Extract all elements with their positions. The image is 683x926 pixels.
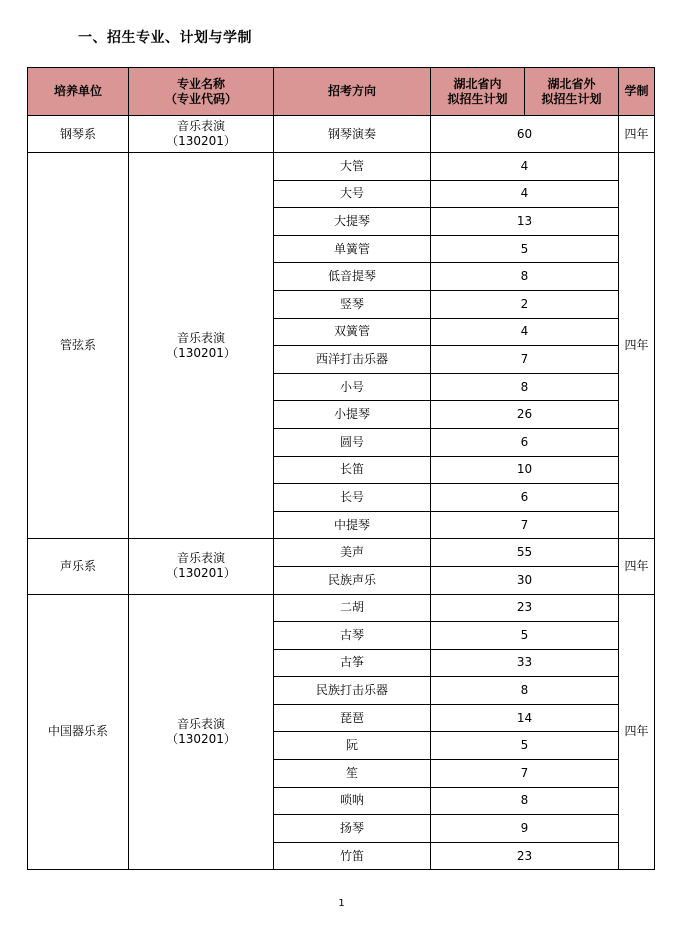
header-duration: 学制 <box>619 68 655 116</box>
cell-direction: 民族声乐 <box>274 566 431 594</box>
major-code: （130201） <box>166 134 236 148</box>
cell-direction: 小提琴 <box>274 401 431 429</box>
cell-duration: 四年 <box>619 116 655 153</box>
cell-direction: 琵琶 <box>274 704 431 732</box>
table-body <box>28 116 655 870</box>
cell-plan: 55 <box>431 539 619 567</box>
cell-direction: 笙 <box>274 760 431 788</box>
cell-direction: 大号 <box>274 180 431 208</box>
cell-plan: 14 <box>431 704 619 732</box>
cell-duration: 四年 <box>619 539 655 594</box>
major-name: 音乐表演 <box>176 330 225 345</box>
major-name: 音乐表演 <box>176 551 225 566</box>
cell-direction: 中提琴 <box>274 511 431 539</box>
table-row <box>28 539 655 567</box>
major-name: 音乐表演 <box>176 119 225 133</box>
major-code: （130201） <box>166 566 236 581</box>
cell-plan: 5 <box>431 732 619 760</box>
cell-plan: 5 <box>431 622 619 650</box>
cell-plan: 6 <box>431 428 619 456</box>
header-major <box>129 68 274 116</box>
cell-direction: 长号 <box>274 484 431 512</box>
cell-direction: 扬琴 <box>274 815 431 843</box>
header-in-province-line2: 拟招生计划 <box>447 91 508 106</box>
cell-plan: 23 <box>431 842 619 870</box>
cell-plan: 8 <box>431 263 619 291</box>
header-out-province-line1: 湖北省外 <box>547 76 596 91</box>
header-in-province <box>431 68 525 116</box>
cell-major <box>129 539 274 594</box>
cell-plan: 8 <box>431 373 619 401</box>
cell-direction: 双簧管 <box>274 318 431 346</box>
header-out-province <box>525 68 619 116</box>
cell-unit: 声乐系 <box>28 539 129 594</box>
cell-plan: 33 <box>431 649 619 677</box>
cell-unit: 管弦系 <box>28 153 129 539</box>
cell-direction: 竹笛 <box>274 842 431 870</box>
cell-major <box>129 594 274 870</box>
cell-plan: 10 <box>431 456 619 484</box>
cell-direction: 二胡 <box>274 594 431 622</box>
cell-direction: 长笛 <box>274 456 431 484</box>
cell-plan: 13 <box>431 208 619 236</box>
cell-direction: 阮 <box>274 732 431 760</box>
cell-direction: 民族打击乐器 <box>274 677 431 705</box>
cell-plan: 8 <box>431 677 619 705</box>
cell-plan: 2 <box>431 290 619 318</box>
table-row <box>28 116 655 153</box>
cell-direction: 单簧管 <box>274 235 431 263</box>
cell-major <box>129 116 274 153</box>
cell-direction: 大提琴 <box>274 208 431 236</box>
table-row <box>28 153 655 181</box>
header-major-name: 专业名称 <box>176 76 225 91</box>
cell-plan: 4 <box>431 318 619 346</box>
cell-plan: 30 <box>431 566 619 594</box>
cell-direction: 古筝 <box>274 649 431 677</box>
enrollment-plan-table <box>27 67 655 870</box>
cell-direction: 唢呐 <box>274 787 431 815</box>
cell-unit: 钢琴系 <box>28 116 129 153</box>
cell-direction: 古琴 <box>274 622 431 650</box>
table-header <box>28 68 655 116</box>
cell-duration: 四年 <box>619 153 655 539</box>
header-out-province-line2: 拟招生计划 <box>541 91 602 106</box>
cell-direction: 西洋打击乐器 <box>274 346 431 374</box>
cell-direction: 钢琴演奏 <box>274 116 431 153</box>
page-number: 1 <box>338 898 345 909</box>
cell-plan: 23 <box>431 594 619 622</box>
header-in-province-line1: 湖北省内 <box>453 76 502 91</box>
major-code: （130201） <box>166 731 236 746</box>
header-major-code: （专业代码） <box>164 91 237 106</box>
cell-plan: 8 <box>431 787 619 815</box>
cell-plan: 4 <box>431 153 619 181</box>
header-unit: 培养单位 <box>28 68 129 116</box>
cell-plan: 5 <box>431 235 619 263</box>
cell-plan: 9 <box>431 815 619 843</box>
cell-direction: 圆号 <box>274 428 431 456</box>
cell-direction: 小号 <box>274 373 431 401</box>
cell-plan: 60 <box>431 116 619 153</box>
section-title: 一、招生专业、计划与学制 <box>78 30 252 46</box>
table-row <box>28 594 655 622</box>
header-direction: 招考方向 <box>274 68 431 116</box>
cell-plan: 26 <box>431 401 619 429</box>
cell-unit: 中国器乐系 <box>28 594 129 870</box>
cell-major <box>129 153 274 539</box>
major-code: （130201） <box>166 345 236 360</box>
cell-duration: 四年 <box>619 594 655 870</box>
cell-direction: 大管 <box>274 153 431 181</box>
cell-direction: 低音提琴 <box>274 263 431 291</box>
cell-plan: 7 <box>431 511 619 539</box>
cell-plan: 7 <box>431 760 619 788</box>
cell-plan: 4 <box>431 180 619 208</box>
major-name: 音乐表演 <box>176 716 225 731</box>
cell-direction: 美声 <box>274 539 431 567</box>
cell-plan: 7 <box>431 346 619 374</box>
cell-plan: 6 <box>431 484 619 512</box>
cell-direction: 竖琴 <box>274 290 431 318</box>
